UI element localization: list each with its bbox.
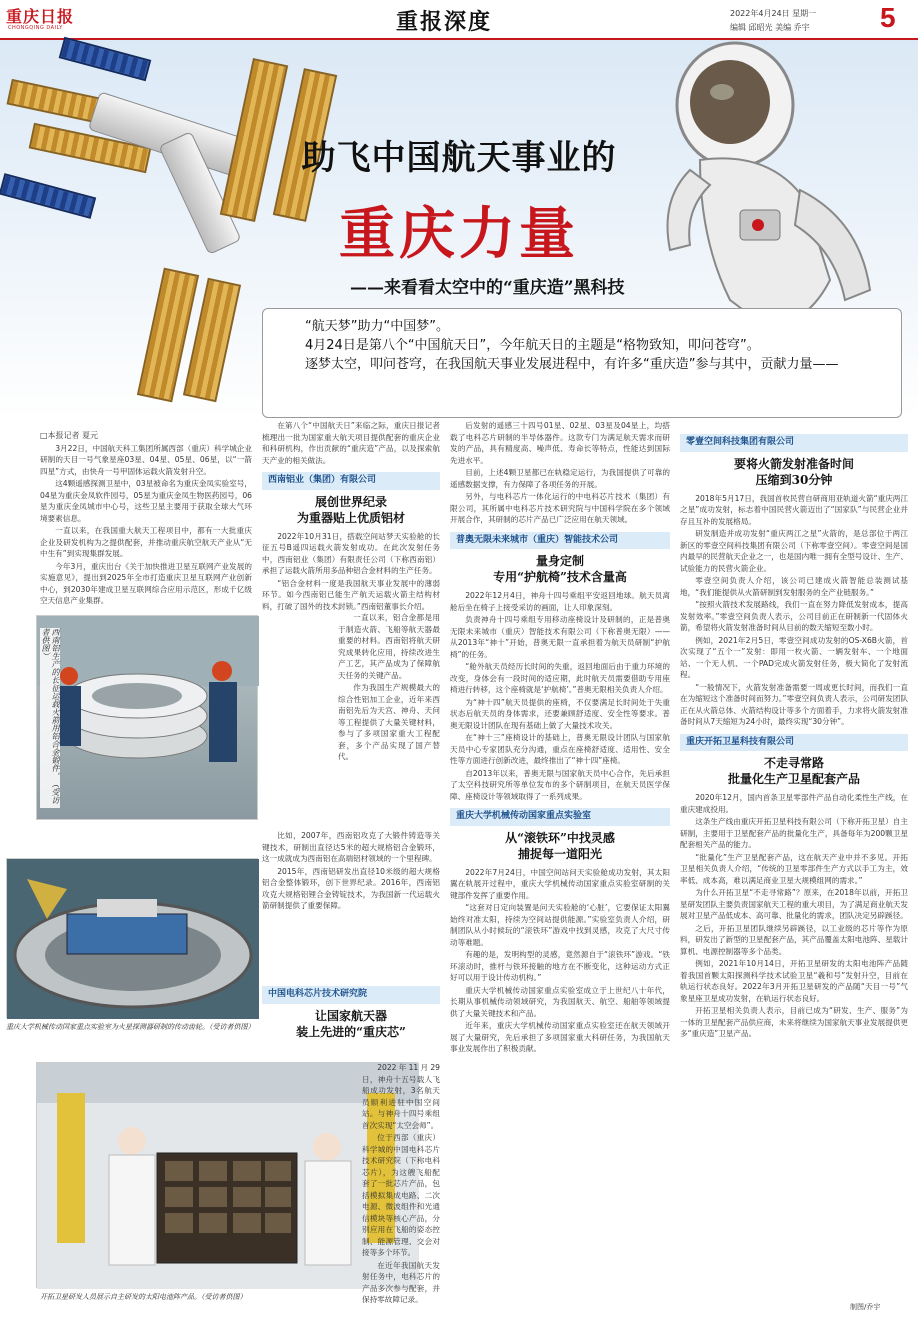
article-paragraph: “舱外航天员经历长时间的失重，返回地面后由于重力环境的改变，身体会有一段时间的适应期，此时航天员需要借助专用座椅进行转移，这个座椅就是‘护航椅’。”普奥无限相关负责人介绍。 xyxy=(450,662,670,694)
article-column-2-lower xyxy=(262,830,440,980)
article-paragraph: “批量化”生产卫星配套产品，这在航天产业中并不多见。开拓卫星相关负责人介绍，“传统的卫星零部件生产方式以手工为主，效率低、成本高，难以满足商业卫星大规模组网的需求。” xyxy=(680,852,908,885)
article-paragraph: “按照火箭技术发展路线，我们一直在努力降低发射成本，提高发射效率。”零壹空间负责人表示，公司目前正在研制新一代固体火箭，希望将火箭发射准备时间从目前的数天缩短至数小时。 xyxy=(680,600,908,632)
article-column-2-chip xyxy=(262,980,440,1060)
intro-paragraph: “航天梦”助力“中国梦”。 xyxy=(305,319,449,334)
article-paragraph: 在“神十三”座椅设计的基础上，普奥无限设计团队与国家航天员中心专家团队充分沟通，重点在座椅舒适度、适用性、安全性等方面进行创新改进，最终推出了“神十四”座椅。 xyxy=(450,733,670,765)
issue-date: 2022年4月24日 星期一 xyxy=(730,9,817,18)
article-paragraph: 一直以来，铝合金都是用于制造火箭、飞船等航天器最重要的材料。西南铝将航天研究成果转化应用，持续改进生产工艺，其产品成为了保障航天任务的关键产品。 xyxy=(338,613,440,680)
article-paragraph: “一般情况下，火箭发射准备需要一周或更长时间，而我们一直在为缩短这个准备时间而努力。”零壹空间负责人表示，公司研发团队正在从火箭总体、火箭结构设计等多个方面着手，力求将火箭发射准备时间从7天缩短为24小时，最终实现“30分钟”。 xyxy=(680,682,908,726)
article-column-4 xyxy=(680,428,908,1294)
article-paragraph: 负责神舟十四号乘组专用移动座椅设计及研制的，正是普奥无限未来城市（重庆）智能技术有限公司（下称普奥无限）——从2013年“神十”开始，普奥无限一直承担着为航天员研制“护航椅”的任务。 xyxy=(450,615,670,659)
newspaper-logo: 重庆日报 xyxy=(6,7,75,26)
company-tag: 西南铝业（集团）有限公司 xyxy=(262,472,440,490)
article-paragraph: 近年来，重庆大学机械传动国家重点实验室还在航天领域开展了大量研究，先后承担了多项国家重大科研任务，为我国航天事业发展作出了积极贡献。 xyxy=(450,1021,670,1053)
section-headline: 展创世界纪录 为重器贴上优质铝材 xyxy=(296,494,405,525)
article-paragraph: 这4颗遥感探测卫星中，03星被命名为重庆金凤实验室号，04星为重庆金凤软件园号，05星为重庆金凤生物医药园号，06星为重庆金凤城市中心号，这些卫星主要用于获取全球大气环境要素信息。 xyxy=(40,479,252,523)
article-paragraph: “铝合金材料一度是我国航天事业发展中的薄弱环节。如今西南铝已能生产航天运载火箭主结构材料，打破了国外的技术封锁。”西南铝董事长介绍。 xyxy=(262,578,440,611)
article-paragraph: 为什么开拓卫星“不走寻常路”？原来，在2018年以前，开拓卫星研发团队主要负责国家航天工程的重大项目，为了满足商业航天发展对卫星产品低成本、高可靠、批量化的需求，团队决定另辟蹊径。 xyxy=(680,888,908,920)
company-tag: 重庆开拓卫星科技有限公司 xyxy=(680,734,908,752)
article-paragraph: 零壹空间负责人介绍，该公司已建成火箭智能总装测试基地，“我们能提供从火箭研制到发射服务的全产业链服务。” xyxy=(680,576,908,597)
article-paragraph: 例如，2021年10月14日，开拓卫星研发的太阳电池阵产品随着我国首颗太阳探测科学技术试验卫星“羲和号”发射升空，目前在轨运行状态良好。2022年3月开拓卫星研发的产品随“天目一号”气象星座卫星成功发射，在轨运行状态良好。 xyxy=(680,959,908,1003)
page-number: 5 xyxy=(880,2,896,33)
article-paragraph: 3月22日，中国航天科工集团所属西部（重庆）科学城企业研制的天目一号气象星座03星、04星、05星、06星，以“一箭四星”方式，由快舟一号甲固体运载火箭发射升空。 xyxy=(40,443,252,476)
photo-caption: 西南铝生产的长征运载火箭用铝合金锻件。（受访者供图） xyxy=(40,628,60,808)
intro-box xyxy=(262,308,902,418)
company-tag: 中国电科芯片技术研究院 xyxy=(262,986,440,1004)
article-paragraph: 有趣的是，发明构型的灵感，竟然源自于“滚铁环”游戏。“铁环滚动时，推杆与铁环接触的地方在不断变化，这种运动方式正好可以用于设计传动机构。” xyxy=(450,950,670,982)
article-paragraph: 2022年7月24日，中国空间站问天实验舱成功发射，其太阳翼在轨展开过程中，重庆大学机械传动国家重点实验室研制的关键部件发挥了重要作用。 xyxy=(450,867,670,900)
intro-paragraph: 4月24日是第八个“中国航天日”，今年航天日的主题是“格物致知，叩问苍穹”。 xyxy=(305,338,760,353)
article-column-1 xyxy=(40,430,252,610)
article-paragraph: 自2013年以来，普奥无限与国家航天员中心合作，先后承担了太空科技研究所等单位发布的多个研制项目，在航天员医学保障、座椅设计等领域取得了一系列成果。 xyxy=(450,768,670,801)
article-paragraph: 位于西部（重庆）科学城的中国电科芯片技术研究院（下称电科芯片），为这艘飞船配套了一批芯片产品，包括模拟集成电路、二次电源、微波组件和光通信模块等核心产品，分别应用在飞船的姿态控制、能源管理、交会对接等多个环节。 xyxy=(362,1133,440,1257)
article-paragraph: 之后，开拓卫星团队继续另辟蹊径，以工业级的芯片等作为原料，研发出了新型的卫星配套产品，其产品覆盖太阳电池阵、星载计算机、电源控制器等多个品类。 xyxy=(680,923,908,956)
article-paragraph: 后发射的遥感三十四号01星、02星、03星及04星上，均搭载了电科芯片研制的半导体器件。这款专门为满足航天需求而研发的产品，具有精度高、噪声低、寿命长等特点，性能达到国际先进水平。 xyxy=(450,421,670,465)
section-title: 重报深度 xyxy=(396,9,493,35)
article-paragraph: 2018年5月17日，我国首枚民营自研商用亚轨道火箭“重庆两江之星”成功发射，标志着中国民营火箭迈出了“国家队”与民营企业并存且互补的发展格局。 xyxy=(680,493,908,526)
section-headline: 要将火箭发射准备时间 压缩到30分钟 xyxy=(733,456,854,487)
photo-aluminum-forging xyxy=(36,615,258,820)
article-paragraph: 重庆大学机械传动国家重点实验室成立于上世纪八十年代，长期从事机械传动领域研究，为我国航天、航空、船舶等领域提供了大量关键技术和产品。 xyxy=(450,985,670,1018)
article-paragraph: 一直以来，在我国重大航天工程项目中，都有一大批重庆企业及研发机构为之提供配套，并推动重庆航空航天产业从“无中生有”到实现集群发展。 xyxy=(40,526,252,558)
page-header xyxy=(0,0,918,40)
article-paragraph: 2020年12月，国内首条卫星零部件产品自动化柔性生产线，在重庆建成投用。 xyxy=(680,793,908,814)
article-column-2-chip-text xyxy=(262,1062,440,1304)
section-headline: 不走寻常路 批量化生产卫星配套产品 xyxy=(727,756,860,786)
photo-caption: 重庆大学机械传动国家重点实验室为火星探测器研制的传动齿轮。（受访者供图） xyxy=(6,1023,255,1031)
article-paragraph: 在第八个“中国航天日”来临之际，重庆日报记者梳理出一批为国家重大航天项目提供配套的重庆企业和科研机构，作出贡献的“重庆造”产品，以及探索航天产业的相关做法。 xyxy=(262,421,440,465)
article-column-3 xyxy=(450,420,670,1292)
article-column-2-wrap xyxy=(262,612,440,828)
article-paragraph: 开拓卫星相关负责人表示，目前已成为“研发、生产、服务”为一体的卫星配套产品供应商，未来将继续为国家航天事业发展提供更多“重庆造”卫星产品。 xyxy=(680,1006,908,1038)
article-paragraph: 2015年，西南铝研发出直径10米级的超大规格铝合金整体锻环，创下世界纪录。2016年，西南铝攻克大规格铝锂合金铸锭技术，为我国新一代运载火箭研制提供了重要保障。 xyxy=(262,866,440,910)
editors-line: 编辑 邱昭光 美编 乔宇 xyxy=(730,23,810,32)
article-paragraph: 例如，2021年2月5日，零壹空间成功发射的OS-X6B火箭，首次实现了“五个一”发射：即用一枚火箭、一辆发射车、一个地面站、一个无人机、一个PAD完成火箭发射任务，极大简化了发射流程。 xyxy=(680,635,908,679)
headline-line-1: 助飞中国航天事业的 xyxy=(301,138,617,178)
headline-line-2: 重庆力量 xyxy=(339,201,579,267)
article-paragraph: 2022年10月31日，搭载空间站梦天实验舱的长征五号B遥四运载火箭发射成功。在此次发射任务中，西南铝业（集团）有限责任公司（下称西南铝）承担了运载火箭所用多品种铝合金材料的生产任务。 xyxy=(262,531,440,575)
headline-subtitle: ——来看看太空中的“重庆造”黑科技 xyxy=(350,278,625,298)
photo-caption: 开拓卫星研发人员展示自主研发的太阳电池阵产品。（受访者供图） xyxy=(40,1293,247,1301)
article-paragraph: 2022年11月29日，神舟十五号载人飞船成功发射，3名航天员顺利进驻中国空间站。与神舟十四号乘组首次实现“太空会师”。 xyxy=(362,1063,440,1130)
company-tag: 零壹空间科技集团有限公司 xyxy=(680,434,908,452)
article-paragraph: 比如，2007年，西南铝攻克了大锻件铸造等关键技术，研制出直径达5米的超大规格铝合金锻环，这一成就成为西南铝在高端铝材领域的一个里程碑。 xyxy=(262,831,440,863)
article-paragraph: 作为我国生产规模最大的综合性铝加工企业，近年来西南铝先后为天宫、神舟、天问等工程提供了大量关键材料，参与了多项国家重大工程配套，多个产品实现了国产替代。 xyxy=(338,683,440,761)
section-headline: 从“滚铁环”中找灵感 捕捉每一道阳光 xyxy=(505,830,615,861)
newspaper-logo-subtitle: CHONGQING DAILY xyxy=(8,25,63,31)
section-headline: 让国家航天器 装上先进的“重庆芯” xyxy=(296,1008,406,1039)
article-column-2 xyxy=(262,420,440,612)
article-paragraph: 研发制造并成功发射“重庆两江之星”火箭的，是总部位于两江新区的零壹空间科技集团有限公司（下称零壹空间）。零壹空间是国内最早的民营航天企业之一，也是国内唯一拥有全型号设计、生产、试验能力的民营火箭企业。 xyxy=(680,529,908,573)
graphic-credit: 制图/乔宇 xyxy=(850,1303,881,1311)
intro-paragraph: 逐梦太空，叩问苍穹，在我国航天事业发展进程中，有许多“重庆造”参与其中，贡献力量—— xyxy=(305,357,839,372)
article-paragraph: 为“神十四”航天员提供的座椅，不仅要满足长时间处于失重状态后航天员的身体需求，还要兼顾舒适度、安全性等要求。普奥无限设计团队在现有基础上做了大量技术攻关。 xyxy=(450,697,670,730)
section-headline: 量身定制 专用“护航椅”技术含量高 xyxy=(493,554,627,584)
article-paragraph: 这条生产线由重庆开拓卫星科技有限公司（下称开拓卫星）自主研制，主要用于卫星配套产品的批量化生产，具备每年为200颗卫星配套相关产品的能力。 xyxy=(680,817,908,849)
byline: □本报记者 夏元 xyxy=(40,431,99,440)
article-paragraph: 2022年12月4日，神舟十四号乘组平安返回地球。航天员离舱后坐在椅子上接受采访的画面，让人印象深刻。 xyxy=(450,591,670,612)
article-paragraph: 今年3月，重庆出台《关于加快推进卫星互联网产业发展的实施意见》，提出到2025年全市打造重庆卫星互联网产业创新中心，到2030年建成卫星互联网综合应用示范区，形成千亿级空天信息产业集群。 xyxy=(40,561,252,605)
article-paragraph: 另外，与电科芯片一体化运行的中电科芯片技术（集团）有限公司，其所属中电科芯片技术研究院与中国科学院在多个领域开展合作，其研制的芯片产品已广泛应用在航天领域。 xyxy=(450,492,670,524)
article-paragraph: “这套对日定向装置是问天实验舱的‘心脏’，它要保证太阳翼始终对准太阳，持续为空间站提供能源。”实验室负责人介绍，研制团队从小时候玩的“滚铁环”游戏中找到灵感，攻克了大尺寸传动等难题。 xyxy=(450,903,670,947)
company-tag: 重庆大学机械传动国家重点实验室 xyxy=(450,808,670,826)
article-paragraph: 在近年我国航天发射任务中，电科芯片的产品多次参与配套，并保持零故障记录。 xyxy=(362,1260,440,1304)
article-paragraph: 目前，上述4颗卫星都已在轨稳定运行，为我国提供了可靠的遥感数据支撑，有力保障了各项任务的开展。 xyxy=(450,468,670,489)
photo-transmission-gear xyxy=(6,858,258,1018)
company-tag: 普奥无限未来城市（重庆）智能技术公司 xyxy=(450,532,670,550)
